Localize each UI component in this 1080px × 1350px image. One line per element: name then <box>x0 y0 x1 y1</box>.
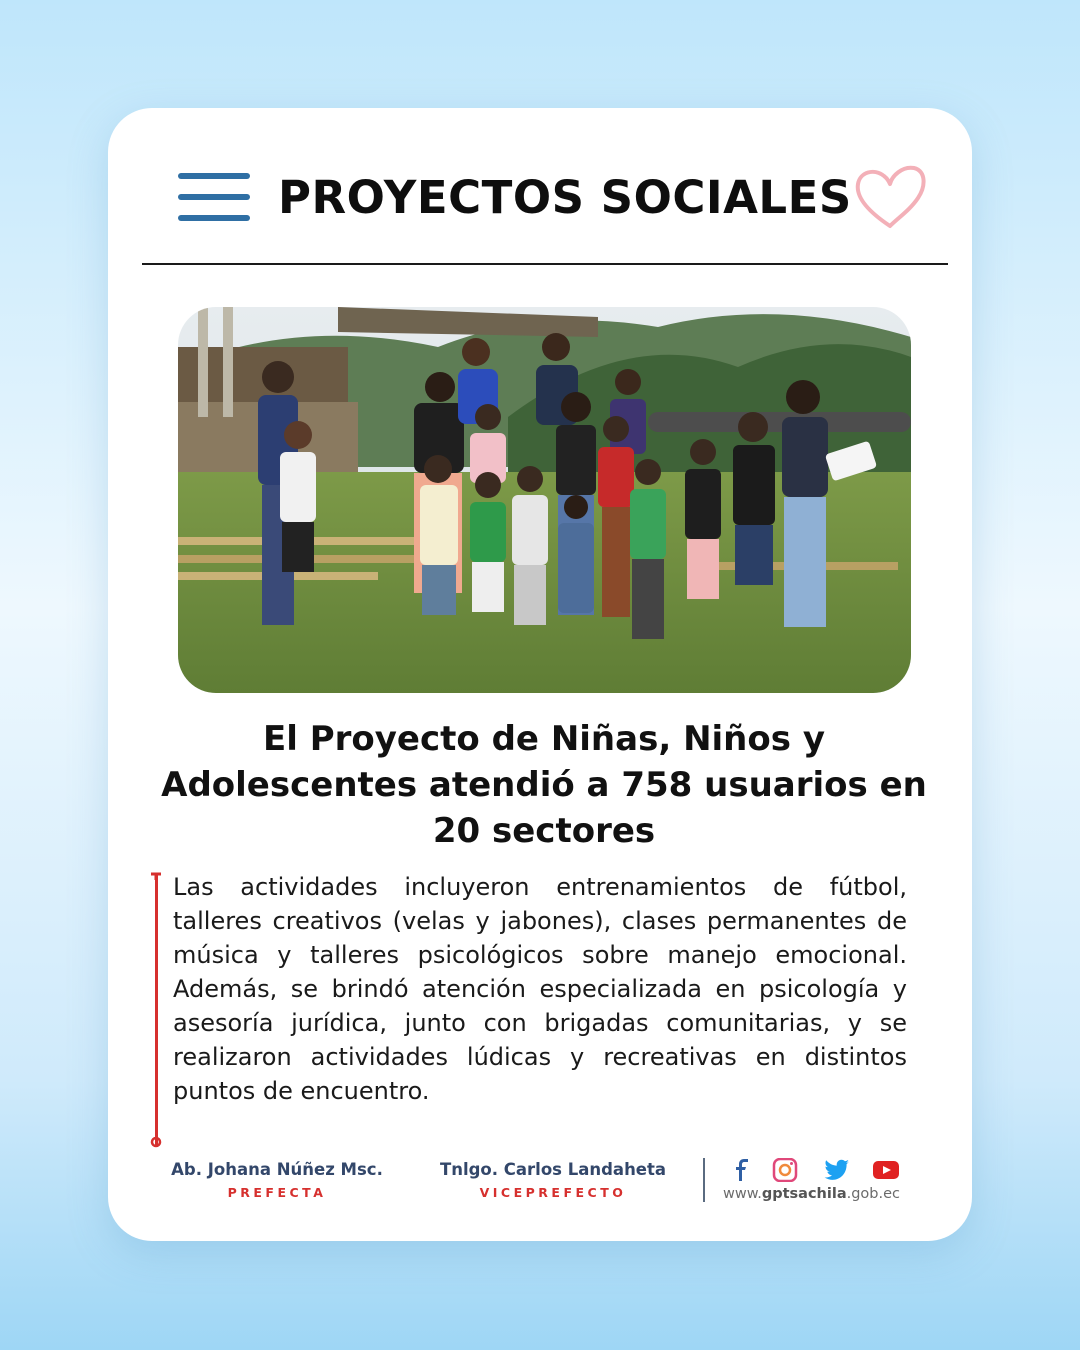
twitter-icon[interactable] <box>821 1158 851 1182</box>
website-domain: gptsachila <box>761 1186 847 1202</box>
official-vice-prefect <box>436 1160 670 1200</box>
menu-icon[interactable] <box>178 173 250 223</box>
article-headline: El Proyecto de Niñas, Niños y Adolescentes atendió a 758 usuarios en 20 sectores <box>161 719 927 851</box>
instagram-icon[interactable] <box>770 1158 800 1182</box>
official-role: PREFECTA <box>227 1185 327 1200</box>
page-title: PROYECTOS SOCIALES <box>278 171 852 224</box>
website-link[interactable] <box>723 1186 900 1202</box>
header-divider <box>142 263 948 265</box>
official-name: Ab. Johana Núñez Msc. <box>171 1160 383 1179</box>
facebook-icon[interactable] <box>727 1158 757 1182</box>
footer-divider <box>703 1158 705 1202</box>
official-prefect <box>164 1160 390 1200</box>
official-role: VICEPREFECTO <box>479 1185 627 1200</box>
heart-icon <box>852 162 928 234</box>
article-body: Las actividades incluyeron entrenamientos de fútbol, talleres creativos (velas y jabones), clases permanentes de música y talleres psicológicos sobre manejo emocional. Además, se brindó atención especializada en psicología y asesoría jurídica, junto con brigadas comunitarias, y se realizaron actividades lúdicas y recreativas en distintos puntos de encuentro. <box>173 873 907 1105</box>
official-name: Tnlgo. Carlos Landaheta <box>439 1160 667 1179</box>
website-suffix: .gob.ec <box>846 1186 901 1202</box>
quote-accent-bar <box>150 872 162 1148</box>
youtube-icon[interactable] <box>871 1158 901 1182</box>
website-prefix: www. <box>723 1186 762 1202</box>
group-photo <box>178 307 911 693</box>
